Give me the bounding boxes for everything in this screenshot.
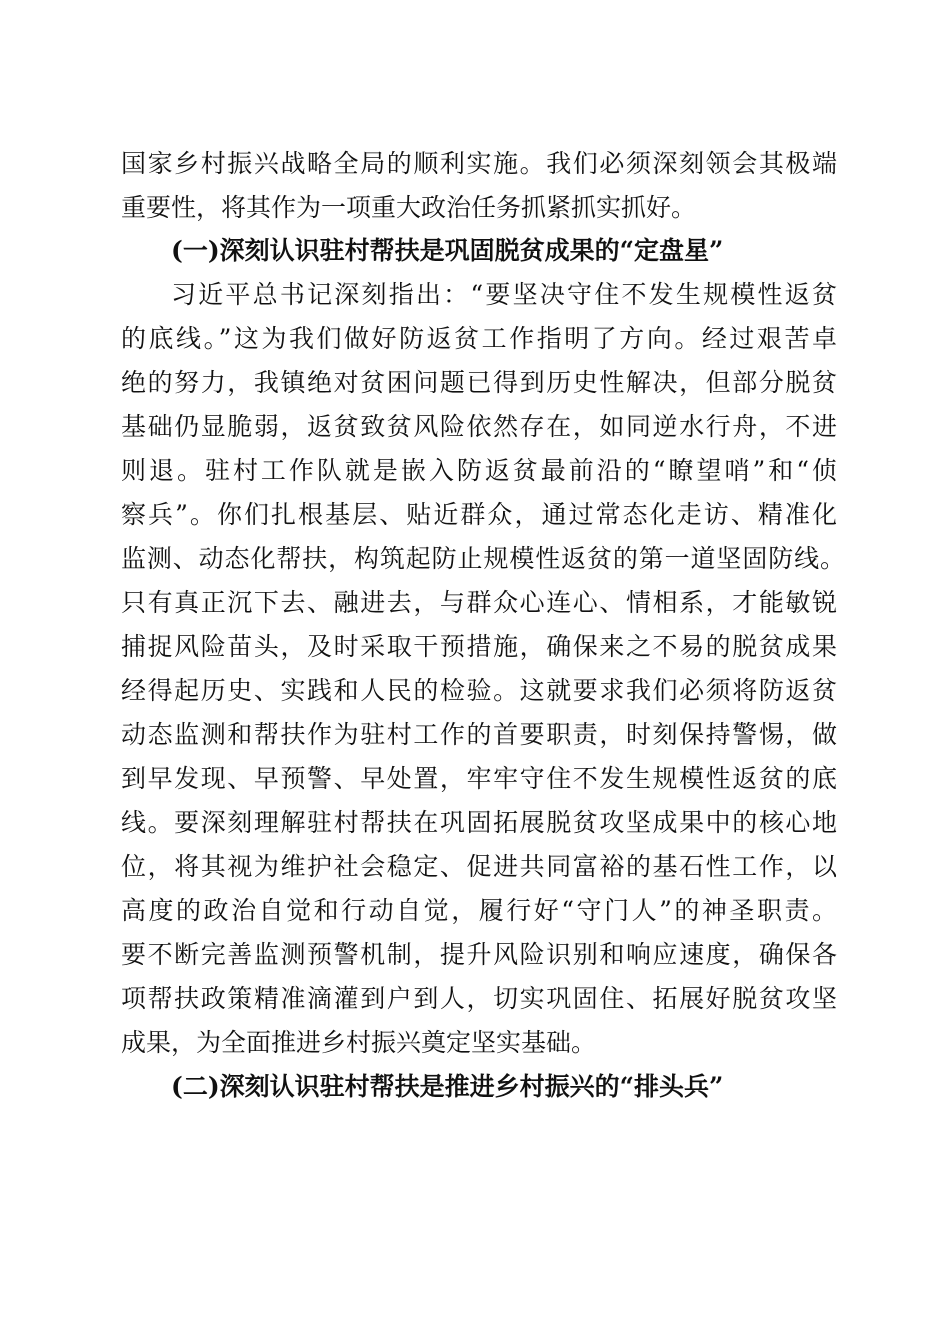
paragraph-line: 绝的努力，我镇绝对贫困问题已得到历史性解决，但部分脱贫 [121, 368, 837, 397]
paragraph-line: 则退。驻村工作队就是嵌入防返贫最前沿的“瞭望哨”和“侦 [121, 456, 837, 485]
paragraph-line: 只有真正沉下去、融进去，与群众心连心、情相系，才能敏锐 [121, 588, 837, 617]
paragraph-line: 监测、动态化帮扶，构筑起防止规模性返贫的第一道坚固防线。 [121, 544, 845, 573]
paragraph-line: 到早发现、早预警、早处置，牢牢守住不发生规模性返贫的底 [121, 764, 837, 793]
paragraph-line: 的底线。”这为我们做好防返贫工作指明了方向。经过艰苦卓 [121, 324, 837, 353]
intro-line: 重要性，将其作为一项重大政治任务抓紧抓实抓好。 [121, 193, 697, 222]
intro-line: 国家乡村振兴战略全局的顺利实施。我们必须深刻领会其极端 [121, 149, 837, 178]
paragraph-line: 线。要深刻理解驻村帮扶在巩固拓展脱贫攻坚成果中的核心地 [121, 808, 837, 837]
paragraph-line: 位，将其视为维护社会稳定、促进共同富裕的基石性工作，以 [121, 852, 837, 881]
section-heading-1: (一)深刻认识驻村帮扶是巩固脱贫成果的“定盘星” [171, 236, 724, 265]
paragraph-line: 捕捉风险苗头，及时采取干预措施，确保来之不易的脱贫成果 [121, 632, 837, 661]
paragraph-line: 成果，为全面推进乡村振兴奠定坚实基础。 [121, 1028, 597, 1057]
paragraph-line: 要不断完善监测预警机制，提升风险识别和响应速度，确保各 [121, 940, 837, 969]
paragraph-line: 动态监测和帮扶作为驻村工作的首要职责，时刻保持警惕，做 [121, 720, 837, 749]
paragraph-line: 基础仍显脆弱，返贫致贫风险依然存在，如同逆水行舟，不进 [121, 412, 837, 441]
paragraph-line: 习近平总书记深刻指出：“要坚决守住不发生规模性返贫 [171, 280, 837, 309]
section-heading-2: (二)深刻认识驻村帮扶是推进乡村振兴的“排头兵” [171, 1072, 724, 1101]
paragraph-line: 经得起历史、实践和人民的检验。这就要求我们必须将防返贫 [121, 676, 837, 705]
paragraph-line: 察兵”。你们扎根基层、贴近群众，通过常态化走访、精准化 [121, 500, 837, 529]
paragraph-line: 项帮扶政策精准滴灌到户到人，切实巩固住、拓展好脱贫攻坚 [121, 984, 837, 1013]
paragraph-line: 高度的政治自觉和行动自觉，履行好“守门人”的神圣职责。 [121, 896, 837, 925]
